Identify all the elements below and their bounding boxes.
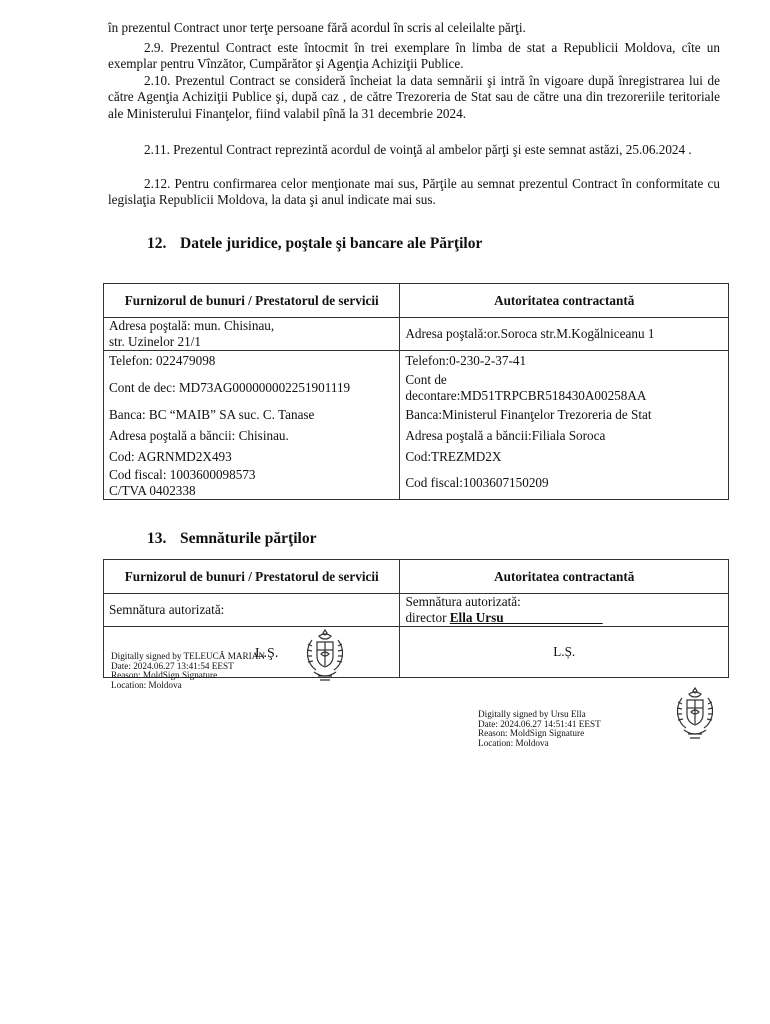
- supplier-bank: Banca: BC “MAIB” SA suc. C. Tanase: [104, 405, 400, 426]
- supplier-account: Cont de dec: MD73AG000000002251901119: [104, 371, 400, 405]
- party-details-table: [103, 283, 729, 500]
- supplier-bank-code: Cod: AGRNMD2X493: [104, 447, 400, 467]
- director-name: Ella Ursu: [449, 610, 504, 625]
- supplier-signature-label: Semnătura autorizată:: [104, 594, 400, 627]
- authority-bank-address: Adresa poştală a băncii:Filiala Soroca: [400, 426, 729, 447]
- authority-postal-address: Adresa poştală:or.Soroca str.M.Kogălniceanu 1: [400, 318, 729, 351]
- paragraph-2-10: 2.10. Prezentul Contract se consideră încheiat la data semnării şi intră în vigoare după înregistrarea lui de către Agenţia Achiziţii Publice şi, după caz , de către Trezoreria de Stat sau de către una din trezoreriile teritoriale ale Ministerului Finanţelor, fiind valabil pînă la 31 decembrie 2024.: [108, 73, 720, 121]
- paragraph-2-12: 2.12. Pentru confirmarea celor menţionate mai sus, Părţile au semnat prezentul Contract în conformitate cu legislaţia Republicii Moldova, la data şi anul indicate mai sus.: [108, 176, 720, 208]
- supplier-phone: Telefon: 022479098: [104, 351, 400, 371]
- authority-bank-code: Cod:TREZMD2X: [400, 447, 729, 467]
- party-details-left-header: Furnizorul de bunuri / Prestatorul de servicii: [104, 284, 400, 318]
- authority-digital-signature: Digitally signed by Ursu Ella Date: 2024.06.27 14:51:41 EEST Reason: MoldSign Signature Location: Moldova: [478, 709, 601, 748]
- section-13-title: Semnăturile părţilor: [180, 530, 317, 547]
- authority-signature-label: Semnătura autorizată: director Ella Ursu_______________: [400, 594, 729, 627]
- paragraph-2-9: 2.9. Prezentul Contract este întocmit în trei exemplare în limba de stat a Republicii Moldova, cîte un exemplar pentru Vînzător, Cumpărător şi Agenţia Achiziţii Publice.: [108, 40, 720, 72]
- paragraph-2-11: 2.11. Prezentul Contract reprezintă acordul de voinţă al ambelor părţi şi este semnat astăzi, 25.06.2024 .: [144, 142, 692, 157]
- moldova-coat-of-arms-icon: [302, 626, 348, 686]
- supplier-postal-address: Adresa poştală: mun. Chisinau, str. Uzinelor 21/1: [104, 318, 400, 351]
- supplier-digital-signature: Digitally signed by TELEUCĂ MARIAN Date: 2024.06.27 13:41:54 EEST Reason: MoldSign Signature Location: Moldova: [111, 651, 265, 690]
- section-12-title: Datele juridice, poştale şi bancare ale Părţilor: [180, 235, 483, 252]
- authority-ls-mark: L.Ș.: [553, 644, 576, 659]
- supplier-bank-address: Adresa poştală a băncii: Chisinau.: [104, 426, 400, 447]
- authority-phone: Telefon:0-230-2-37-41: [400, 351, 729, 371]
- section-12-number: 12.: [147, 235, 167, 252]
- authority-fiscal-code: Cod fiscal:1003607150209: [400, 467, 729, 500]
- supplier-ls-mark: L.Ş.: [255, 646, 279, 661]
- supplier-fiscal-code: Cod fiscal: 1003600098573 C/TVA 0402338: [104, 467, 400, 500]
- paragraph-continuation: în prezentul Contract unor terţe persoane fără acordul în scris al celeilalte părţi.: [108, 20, 526, 35]
- signatures-right-header: Autoritatea contractantă: [400, 560, 729, 594]
- authority-account: Cont de decontare:MD51TRPCBR518430A00258AA: [400, 371, 729, 405]
- section-13-heading: [147, 530, 316, 548]
- moldova-coat-of-arms-icon: [672, 684, 718, 744]
- signatures-left-header: Furnizorul de bunuri / Prestatorul de servicii: [104, 560, 400, 594]
- authority-bank: Banca:Ministerul Finanţelor Trezoreria de Stat: [400, 405, 729, 426]
- authority-stamp-cell: [400, 627, 729, 678]
- section-13-number: 13.: [147, 530, 167, 547]
- section-12-heading: [147, 235, 482, 253]
- party-details-right-header: Autoritatea contractantă: [400, 284, 729, 318]
